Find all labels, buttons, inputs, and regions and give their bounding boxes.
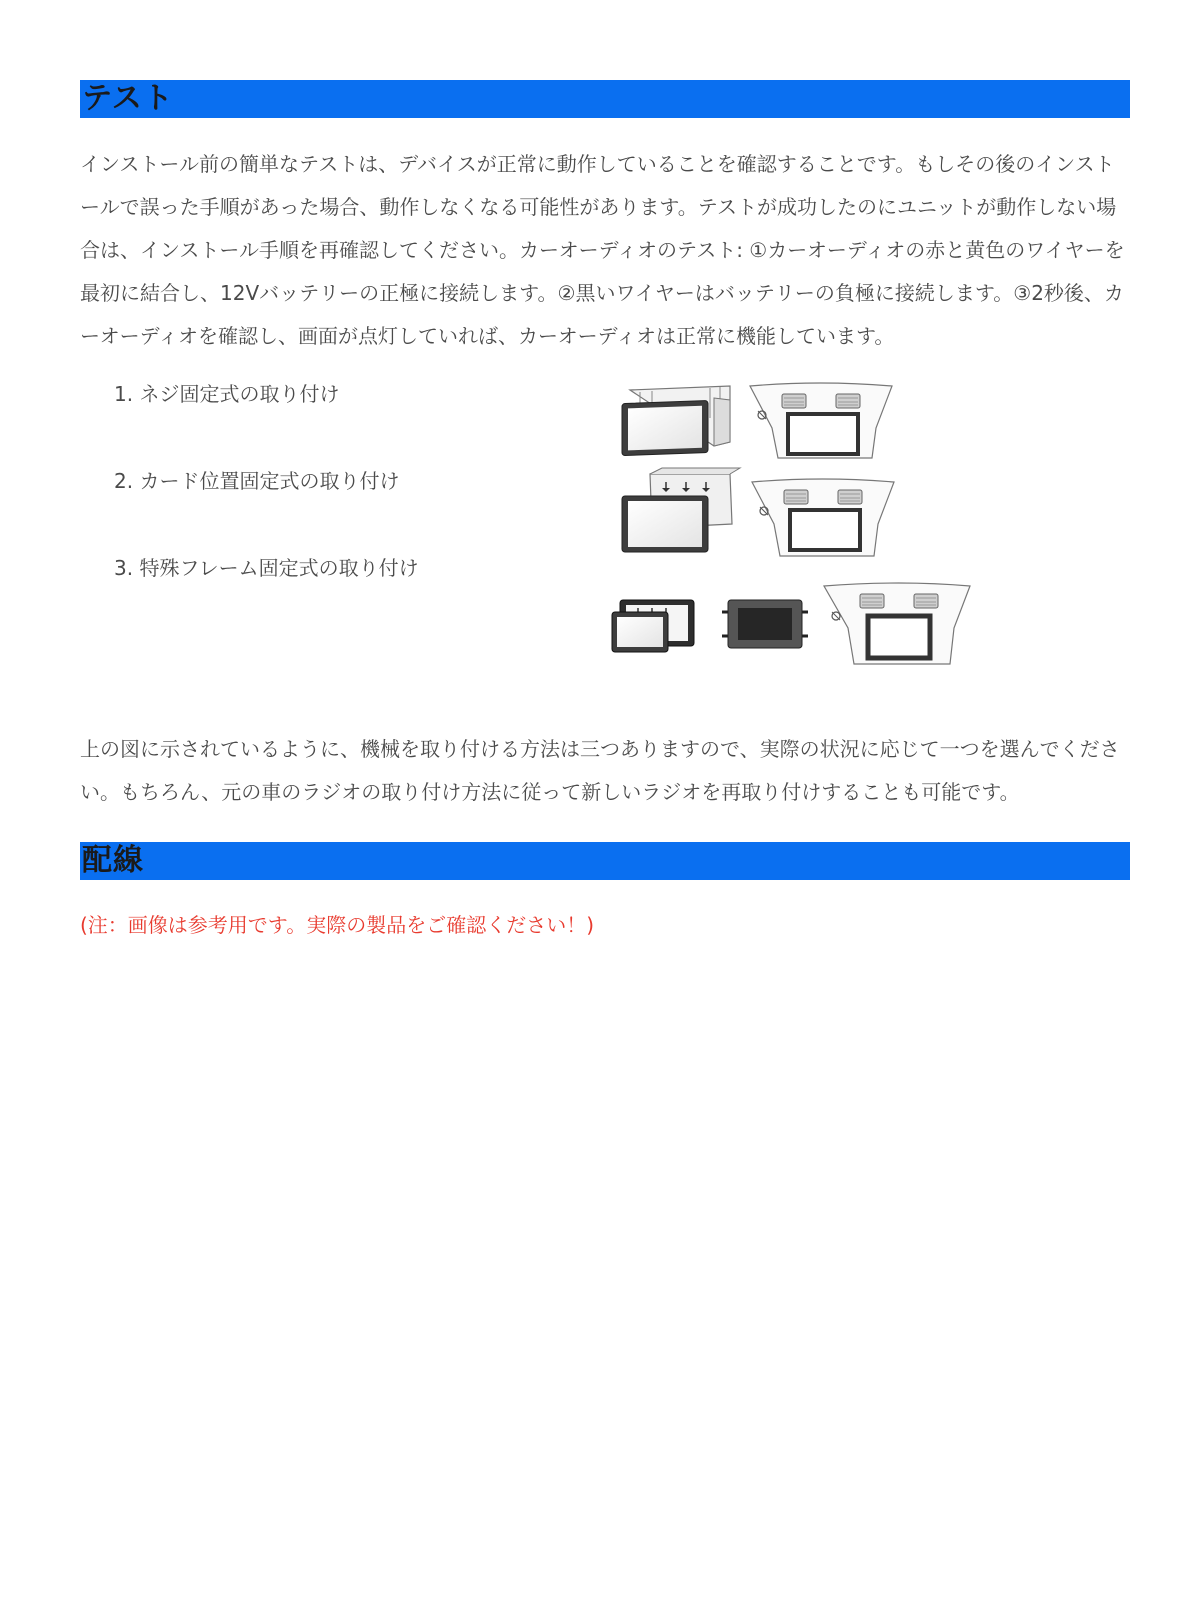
installation-summary: 上の図に示されているように、機械を取り付ける方法は三つありますので、実際の状況に応じて一つを選んでください。もちろん、元の車のラジオの取り付け方法に従って新しいラジオを再取り付けすることも可能です。 bbox=[80, 737, 1120, 804]
dashboard-illustration-2 bbox=[752, 479, 894, 556]
section-heading-test: テスト bbox=[80, 80, 1130, 118]
frame-bracket-illustration bbox=[722, 600, 808, 648]
installation-method-screw: 1. ネジ固定式の取り付け bbox=[114, 382, 340, 406]
dashboard-illustration-3 bbox=[824, 583, 970, 664]
dashboard-illustration-1 bbox=[750, 383, 892, 458]
reference-note: (注：画像は参考用です。実際の製品をご確認ください！) bbox=[80, 913, 595, 937]
test-description: インストール前の簡単なテストは、デバイスが正常に動作していることを確認することです。もしその後のインストールで誤った手順があった場合、動作しなくなる可能性があります。テストが成功したのにユニットが動作しない場合は、インストール手順を再確認してください。カーオーディオのテスト: ①カーオーディオの赤と黄色のワイヤーを最初に結合し、12Vバッテリーの正極に接続します。②黒いワイヤーはバッテリーの負極に接続します。③2秒後、カーオーディオを確認し、画面が点灯していれば、カーオーディオは正常に機能しています。 bbox=[80, 152, 1125, 348]
installation-methods-list bbox=[114, 378, 419, 639]
frame-mount-illustration bbox=[612, 600, 694, 652]
installation-method-card: 2. カード位置固定式の取り付け bbox=[114, 469, 400, 493]
installation-diagram bbox=[610, 378, 990, 688]
installation-methods-block bbox=[80, 378, 1130, 708]
card-mount-illustration bbox=[622, 468, 740, 552]
document-page bbox=[80, 80, 1130, 962]
section-heading-wiring: 配線 bbox=[80, 842, 1130, 880]
screw-mount-illustration bbox=[622, 386, 730, 456]
installation-method-frame: 3. 特殊フレーム固定式の取り付け bbox=[114, 556, 419, 580]
